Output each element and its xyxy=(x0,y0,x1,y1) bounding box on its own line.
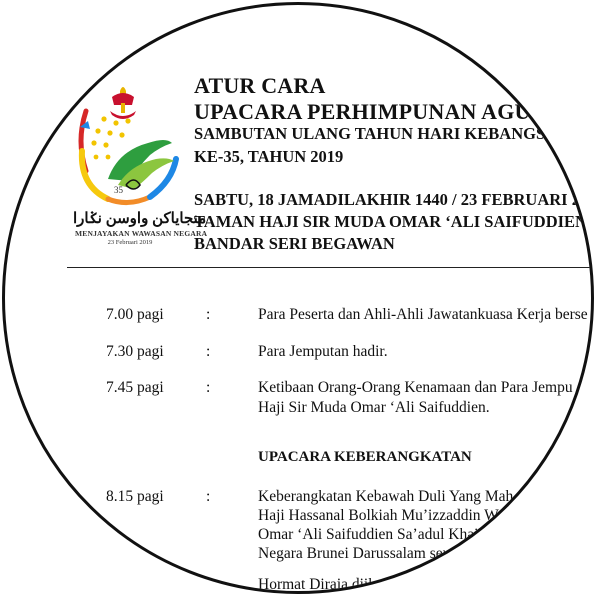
document-page xyxy=(3,3,594,594)
document-subtitle-line2: KE-35, TAHUN 2019 xyxy=(194,147,344,166)
circular-frame xyxy=(2,2,594,594)
schedule-description-cont: Haji Sir Muda Omar ‘Ali Saifuddien. xyxy=(258,399,490,416)
schedule-colon: : xyxy=(206,488,211,505)
logo-date: 23 Februari 2019 xyxy=(107,239,153,246)
header-divider xyxy=(67,267,594,268)
schedule-time: 7.00 pagi xyxy=(106,306,164,323)
logo-tagline: MENJAYAKAN WAWASAN NEGARA xyxy=(75,229,208,238)
document-title: ATUR CARA xyxy=(194,73,326,98)
schedule-description: Keberangkatan Kebawah Duli Yang Mah xyxy=(258,488,514,505)
schedule-time: 8.15 pagi xyxy=(106,488,164,505)
schedule-colon: : xyxy=(206,306,211,323)
document-subtitle: SAMBUTAN ULANG TAHUN HARI KEBANGSAAN xyxy=(194,124,581,143)
event-venue: TAMAN HAJI SIR MUDA OMAR ‘ALI SAIFUDDIEN xyxy=(194,212,587,231)
logo-jawi-text: منجاياكن واوسن نݢارا xyxy=(73,211,207,227)
event-city: BANDAR SERI BEGAWAN xyxy=(194,234,395,253)
schedule-description: Ketibaan Orang-Orang Kenamaan dan Para Jempu xyxy=(258,379,573,396)
schedule-colon: : xyxy=(206,343,211,360)
schedule-description: Para Peserta dan Ahli-Ahli Jawatankuasa Kerja berse xyxy=(258,306,588,323)
schedule-description-cont: Negara Brunei Darussalam sert xyxy=(258,545,453,562)
event-date: SABTU, 18 JAMADILAKHIR 1440 / 23 FEBRUARI 20 xyxy=(194,190,589,209)
trailing-text: Hormat Diraja diik xyxy=(258,576,376,593)
schedule-description-cont: Haji Hassanal Bolkiah Mu’izzaddin W xyxy=(258,507,499,524)
svg-text:35: 35 xyxy=(114,185,123,195)
stars-icon xyxy=(91,116,130,159)
schedule-time: 7.30 pagi xyxy=(106,343,164,360)
document-title-line2: UPACARA PERHIMPUNAN AGUNG xyxy=(194,99,565,124)
crest-icon xyxy=(110,87,136,119)
schedule-description: Para Jemputan hadir. xyxy=(258,343,388,360)
schedule-colon: : xyxy=(206,379,211,396)
section-heading: UPACARA KEBERANGKATAN xyxy=(258,449,472,465)
schedule-description-cont: Omar ‘Ali Saifuddien Sa’adul Khair xyxy=(258,526,484,543)
schedule-time: 7.45 pagi xyxy=(106,379,164,396)
